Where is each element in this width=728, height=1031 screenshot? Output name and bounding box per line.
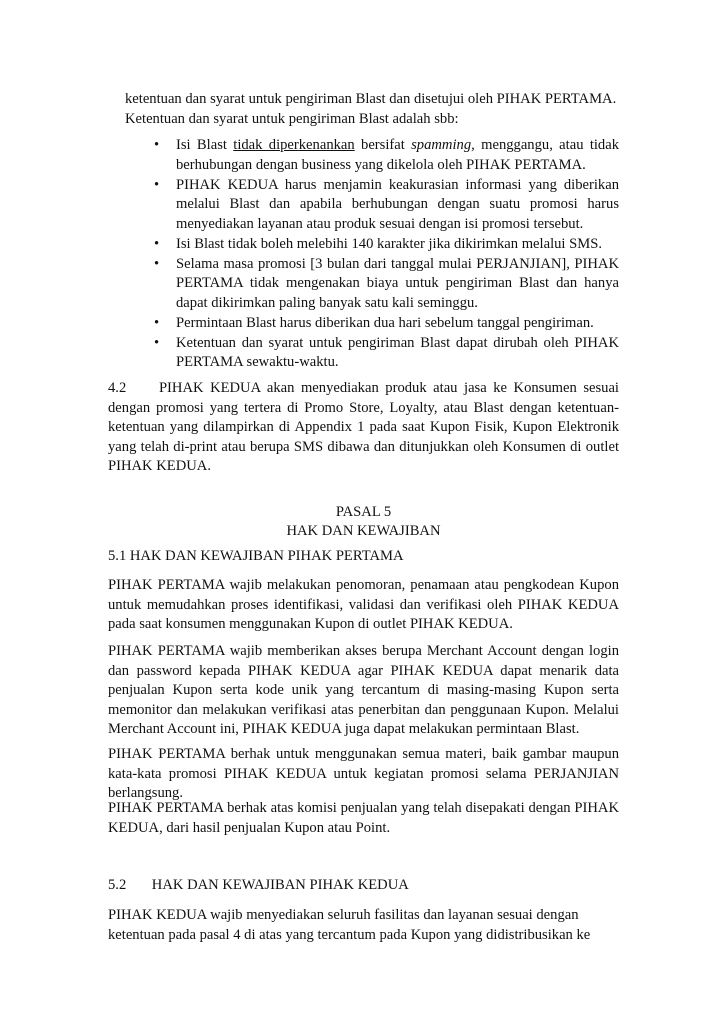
list-item: • Selama masa promosi [3 bulan dari tanggal mulai PERJANJIAN], PIHAK PERTAMA tidak mengenakan biaya untuk pengiriman Blast dan hanya dapat dikirimkan paling banyak satu kali seminggu. bbox=[154, 255, 619, 311]
blast-intro bbox=[125, 90, 619, 129]
bullet-marker: • bbox=[154, 176, 160, 193]
paragraph: PIHAK PERTAMA wajib memberikan akses berupa Merchant Account dengan login dan password kepada PIHAK KEDUA agar PIHAK KEDUA dapat menarik data penjualan Kupon serta kode unik yang tercantum di masing-masing Kupon serta memonitor dan melakukan verifikasi atas penerbitan dan penggunaan Kupon. Melalui Merchant Account ini, PIHAK KEDUA juga dapat melakukan permintaan Blast. bbox=[108, 643, 619, 737]
bullet-marker: • bbox=[154, 314, 160, 331]
paragraph: PIHAK PERTAMA berhak untuk menggunakan semua materi, baik gambar maupun kata-kata promosi PIHAK KEDUA untuk kegiatan promosi selama PERJANJIAN berlangsung. bbox=[108, 746, 619, 801]
section-5-1-heading: 5.1 HAK DAN KEWAJIBAN PIHAK PERTAMA bbox=[108, 548, 404, 564]
text-line: ketentuan pada pasal 4 di atas yang tercantum pada Kupon yang didistribusikan ke bbox=[108, 926, 591, 943]
list-item: • Isi Blast tidak diperkenankan bersifat spamming, menggangu, atau tidak berhubungan dengan business yang dikelola oleh PIHAK PERTAMA. bbox=[154, 137, 620, 173]
pasal-subtitle: HAK DAN KEWAJIBAN bbox=[286, 523, 441, 539]
section-5-2-heading bbox=[108, 876, 619, 896]
intro-line-1: ketentuan dan syarat untuk pengiriman Blast dan disetujui oleh PIHAK PERTAMA. bbox=[125, 91, 617, 107]
list-item: • Permintaan Blast harus diberikan dua hari sebelum tanggal pengiriman. bbox=[154, 314, 619, 334]
list-item: • Ketentuan dan syarat untuk pengiriman Blast dapat dirubah oleh PIHAK PERTAMA sewaktu-waktu. bbox=[154, 334, 619, 370]
section-5-2-text bbox=[108, 906, 619, 945]
list-item: • PIHAK KEDUA harus menjamin keakurasian informasi yang diberikan melalui Blast dan apabila berhubungan dengan suatu promosi harus menyediakan layanan atau produk sesuai dengan isi promosi tersebut. bbox=[154, 176, 619, 232]
underlined-text: tidak diperkenankan bbox=[233, 137, 355, 153]
section-number: 4.2 bbox=[108, 380, 127, 396]
pasal-title: PASAL 5 bbox=[335, 504, 392, 520]
paragraph: PIHAK PERTAMA berhak atas komisi penjualan yang telah disepakati dengan PIHAK KEDUA, dari hasil penjualan Kupon atau Point. bbox=[108, 800, 619, 836]
section-number: 5.2 bbox=[108, 877, 127, 893]
text-line: PIHAK KEDUA wajib menyediakan seluruh fasilitas dan layanan sesuai dengan bbox=[108, 907, 579, 923]
paragraph: PIHAK PERTAMA wajib melakukan penomoran, penamaan atau pengkodean Kupon untuk memudahkan proses identifikasi, validasi dan verifikasi oleh PIHAK KEDUA pada saat konsumen menggunakan Kupon di outlet PIHAK KEDUA. bbox=[108, 577, 619, 632]
section-heading-text: HAK DAN KEWAJIBAN PIHAK KEDUA bbox=[151, 877, 409, 893]
list-item: • Isi Blast tidak boleh melebihi 140 karakter jika dikirimkan melalui SMS. bbox=[154, 235, 619, 255]
intro-line-2: Ketentuan dan syarat untuk pengiriman Blast adalah sbb: bbox=[125, 110, 459, 127]
section-text: PIHAK KEDUA akan menyediakan produk atau jasa ke Konsumen sesuai dengan promosi yang tertera di Promo Store, Loyalty, atau Blast dengan ketentuan-ketentuan yang dilampirkan di Appendix 1 pada saat Kupon Fisik, Kupon Elektronik yang telah di-print atau berupa SMS dibawa dan ditunjukkan oleh Konsumen di outlet PIHAK KEDUA. bbox=[108, 380, 619, 474]
section-4-2 bbox=[108, 379, 619, 477]
blast-rules-list bbox=[154, 136, 619, 373]
italic-text: spamming, bbox=[411, 137, 475, 153]
bullet-marker: • bbox=[154, 235, 160, 252]
bullet-marker: • bbox=[154, 137, 160, 153]
bullet-marker: • bbox=[154, 334, 160, 351]
bullet-marker: • bbox=[154, 255, 160, 272]
